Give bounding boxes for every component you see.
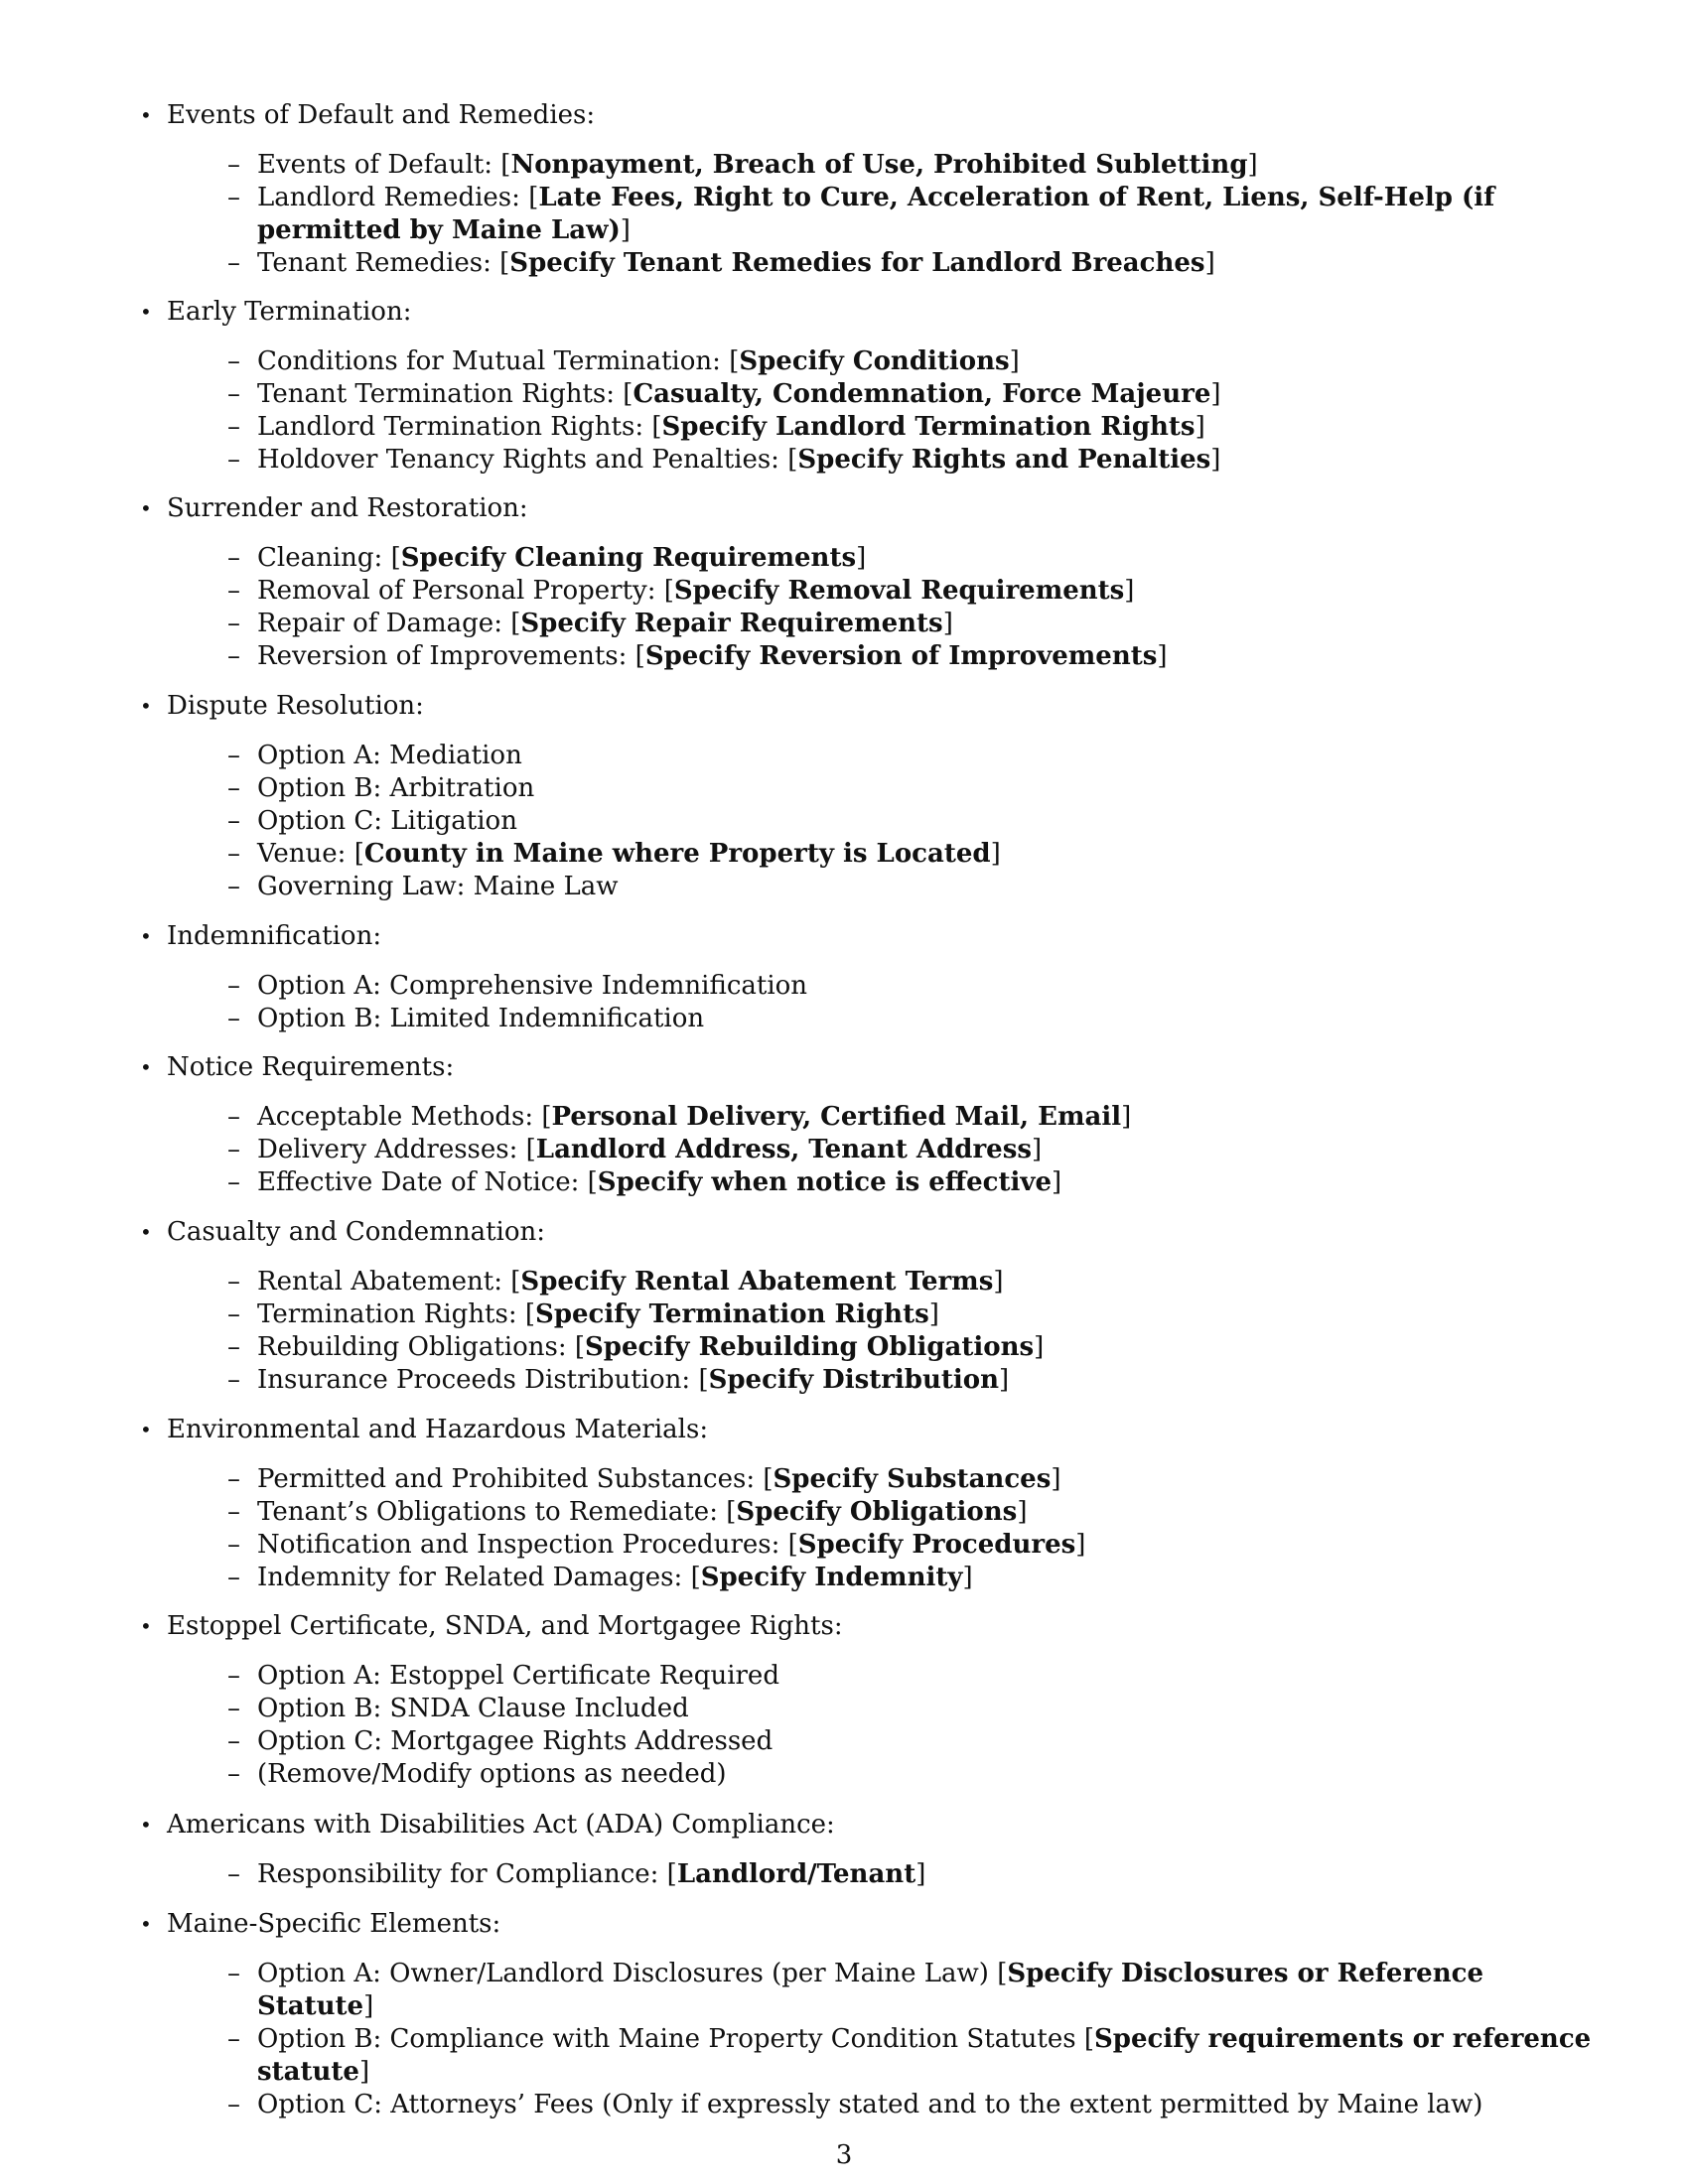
section-heading — [140, 1809, 1597, 1842]
dash-icon: – — [227, 445, 240, 475]
bracket-close: ] — [1031, 1135, 1043, 1164]
bracket-open: [ — [787, 1530, 798, 1560]
section — [140, 492, 1597, 673]
bracket-open: [ — [690, 1563, 701, 1592]
item-label: Governing Law: Maine Law — [257, 872, 619, 901]
bracket-open: [ — [663, 576, 674, 606]
section-heading — [140, 1908, 1597, 1941]
section-title: Notice Requirements: — [167, 1052, 455, 1082]
bracket-open: [ — [528, 183, 539, 212]
bracket-open: [ — [787, 445, 798, 475]
dash-icon: – — [227, 971, 240, 1001]
placeholder-text: Specify Reversion of Improvements — [644, 641, 1158, 671]
bullet-icon: • — [140, 1055, 152, 1079]
dash-icon: – — [227, 412, 240, 442]
section-items — [227, 1958, 1597, 2121]
placeholder-text: Casualty, Condemnation, Force Majeure — [633, 379, 1211, 409]
bracket-open: [ — [500, 150, 511, 180]
bracket-open: [ — [666, 1859, 677, 1889]
section-items — [227, 970, 1597, 1035]
section-heading — [140, 920, 1597, 953]
section-title: Events of Default and Remedies: — [167, 100, 596, 130]
dash-icon: – — [227, 1859, 240, 1889]
dash-icon: – — [227, 1004, 240, 1033]
dash-icon: – — [227, 1135, 240, 1164]
list-item — [227, 772, 1608, 805]
bracket-close: ] — [1017, 1497, 1028, 1527]
list-item — [227, 1496, 1608, 1529]
list-item — [227, 411, 1608, 444]
placeholder-text: Specify Removal Requirements — [673, 576, 1125, 606]
list-item — [227, 444, 1608, 477]
list-item — [227, 1134, 1608, 1166]
bracket-close: ] — [990, 839, 1001, 869]
bracket-close: ] — [363, 1991, 374, 2021]
list-item — [227, 575, 1608, 608]
section — [140, 1610, 1597, 1791]
list-item — [227, 1660, 1608, 1693]
bracket-open: [ — [651, 412, 662, 442]
section — [140, 1051, 1597, 1199]
section-heading — [140, 296, 1597, 329]
list-item — [227, 1101, 1608, 1134]
section-heading — [140, 1414, 1597, 1446]
placeholder-text: Specify Rebuilding Obligations — [585, 1332, 1035, 1362]
section-items — [227, 1660, 1597, 1791]
item-label: (Remove/Modify options as needed) — [257, 1759, 727, 1789]
bracket-open: [ — [997, 1959, 1008, 1988]
dash-icon: – — [227, 1464, 240, 1494]
section-items — [227, 740, 1597, 903]
bullet-icon: • — [140, 300, 152, 324]
dash-icon: – — [227, 741, 240, 770]
bracket-open: [ — [499, 248, 510, 278]
list-item — [227, 838, 1608, 871]
bracket-close: ] — [1210, 445, 1221, 475]
dash-icon: – — [227, 183, 240, 212]
list-item — [227, 378, 1608, 411]
bracket-open: [ — [353, 839, 364, 869]
bracket-open: [ — [726, 1497, 737, 1527]
item-label: Landlord Remedies: — [257, 183, 529, 212]
list-item — [227, 608, 1608, 640]
section — [140, 1414, 1597, 1594]
dash-icon: – — [227, 1563, 240, 1592]
bracket-close: ] — [993, 1267, 1004, 1297]
dash-icon: – — [227, 1726, 240, 1756]
placeholder-text: Landlord Address, Tenant Address — [535, 1135, 1032, 1164]
section — [140, 99, 1597, 280]
section-items — [227, 1266, 1597, 1397]
placeholder-text: Specify requirements or reference statute — [257, 2024, 1592, 2087]
bracket-open: [ — [524, 1299, 536, 1329]
item-label: Cleaning: — [257, 543, 391, 573]
section — [140, 296, 1597, 477]
section-title: Indemnification: — [167, 921, 382, 951]
placeholder-text: Specify Rental Abatement Terms — [520, 1267, 994, 1297]
bullet-icon: • — [140, 103, 152, 127]
bracket-close: ] — [1009, 346, 1020, 376]
bracket-close: ] — [942, 609, 953, 638]
dash-icon: – — [227, 1299, 240, 1329]
item-label: Responsibility for Compliance: — [257, 1859, 667, 1889]
section-title: Maine-Specific Elements: — [167, 1909, 501, 1939]
list-item — [227, 640, 1608, 673]
section-title: Environmental and Hazardous Materials: — [167, 1415, 709, 1444]
bullet-icon: • — [140, 694, 152, 718]
dash-icon: – — [227, 248, 240, 278]
list-item — [227, 1298, 1608, 1331]
item-label: Option B: Compliance with Maine Property Condition Statutes — [257, 2024, 1084, 2054]
list-item — [227, 1463, 1608, 1496]
list-item — [227, 2023, 1608, 2089]
item-label: Acceptable Methods: — [257, 1102, 542, 1132]
list-item — [227, 740, 1608, 772]
bracket-open: [ — [729, 346, 740, 376]
list-item — [227, 1529, 1608, 1562]
item-label: Conditions for Mutual Termination: — [257, 346, 730, 376]
placeholder-text: Late Fees, Right to Cure, Acceleration of Rent, Liens, Self-Help (if permitted by Maine Law) — [257, 183, 1495, 245]
item-label: Option A: Mediation — [257, 741, 522, 770]
bracket-open: [ — [390, 543, 401, 573]
page-number: 3 — [835, 2140, 853, 2170]
section-items — [227, 1101, 1597, 1199]
list-item — [227, 345, 1608, 378]
item-label: Events of Default: — [257, 150, 501, 180]
item-label: Delivery Addresses: — [257, 1135, 526, 1164]
list-item — [227, 1725, 1608, 1758]
dash-icon: – — [227, 1497, 240, 1527]
section-heading — [140, 1610, 1597, 1643]
placeholder-text: Specify when notice is effective — [597, 1167, 1053, 1197]
item-label: Indemnity for Related Damages: — [257, 1563, 691, 1592]
item-label: Option C: Mortgagee Rights Addressed — [257, 1726, 774, 1756]
bullet-icon: • — [140, 1614, 152, 1638]
item-label: Option C: Litigation — [257, 806, 517, 836]
dash-icon: – — [227, 1267, 240, 1297]
item-label: Reversion of Improvements: — [257, 641, 635, 671]
list-item — [227, 1958, 1608, 2023]
dash-icon: – — [227, 1167, 240, 1197]
bullet-icon: • — [140, 1220, 152, 1244]
section-heading — [140, 690, 1597, 723]
bracket-close: ] — [1052, 1167, 1062, 1197]
item-label: Tenant Termination Rights: — [257, 379, 624, 409]
list-item — [227, 149, 1608, 182]
bracket-open: [ — [510, 1267, 521, 1297]
list-item — [227, 1266, 1608, 1298]
section-title: Estoppel Certificate, SNDA, and Mortgagee Rights: — [167, 1611, 843, 1641]
placeholder-text: Specify Tenant Remedies for Landlord Breaches — [509, 248, 1205, 278]
list-item — [227, 542, 1608, 575]
dash-icon: – — [227, 872, 240, 901]
bracket-close: ] — [1075, 1530, 1086, 1560]
dash-icon: – — [227, 379, 240, 409]
placeholder-text: Personal Delivery, Certified Mail, Email — [551, 1102, 1122, 1132]
item-label: Option B: Arbitration — [257, 773, 535, 803]
item-label: Option A: Owner/Landlord Disclosures (per Maine Law) — [257, 1959, 998, 1988]
placeholder-text: Specify Indemnity — [700, 1563, 963, 1592]
bracket-close: ] — [962, 1563, 973, 1592]
item-label: Rental Abatement: — [257, 1267, 511, 1297]
placeholder-text: County in Maine where Property is Located — [363, 839, 991, 869]
bracket-close: ] — [620, 215, 631, 245]
item-label: Landlord Termination Rights: — [257, 412, 652, 442]
item-label: Holdover Tenancy Rights and Penalties: — [257, 445, 788, 475]
section-items — [227, 542, 1597, 673]
dash-icon: – — [227, 773, 240, 803]
section-title: Americans with Disabilities Act (ADA) Compliance: — [167, 1810, 835, 1840]
section — [140, 1809, 1597, 1891]
bracket-close: ] — [1051, 1464, 1061, 1494]
section — [140, 920, 1597, 1035]
dash-icon: – — [227, 641, 240, 671]
item-label: Option A: Comprehensive Indemnification — [257, 971, 808, 1001]
placeholder-text: Specify Obligations — [736, 1497, 1018, 1527]
item-label: Venue: — [257, 839, 354, 869]
item-label: Permitted and Prohibited Substances: — [257, 1464, 764, 1494]
placeholder-text: Specify Cleaning Requirements — [400, 543, 857, 573]
section-title: Dispute Resolution: — [167, 691, 424, 721]
list-item — [227, 2089, 1608, 2121]
dash-icon: – — [227, 839, 240, 869]
item-label: Insurance Proceeds Distribution: — [257, 1365, 699, 1395]
bracket-open: [ — [1083, 2024, 1094, 2054]
dash-icon: – — [227, 1530, 240, 1560]
section-heading — [140, 492, 1597, 525]
dash-icon: – — [227, 576, 240, 606]
dash-icon: – — [227, 2090, 240, 2119]
item-label: Repair of Damage: — [257, 609, 511, 638]
placeholder-text: Specify Disclosures or Reference Statute — [257, 1959, 1483, 2021]
list-item — [227, 1562, 1608, 1594]
bullet-icon: • — [140, 924, 152, 948]
list-item — [227, 182, 1608, 247]
section-heading — [140, 99, 1597, 132]
bullet-icon: • — [140, 496, 152, 520]
bracket-open: [ — [510, 609, 521, 638]
placeholder-text: Specify Substances — [773, 1464, 1052, 1494]
bracket-open: [ — [623, 379, 633, 409]
item-label: Option C: Attorneys’ Fees (Only if expressly stated and to the extent permitted by Maine law) — [257, 2090, 1483, 2119]
bracket-close: ] — [1204, 248, 1215, 278]
bracket-open: [ — [574, 1332, 586, 1362]
section-items — [227, 1858, 1597, 1891]
bullet-icon: • — [140, 1912, 152, 1936]
dash-icon: – — [227, 806, 240, 836]
placeholder-text: Specify Repair Requirements — [520, 609, 943, 638]
list-item — [227, 1858, 1608, 1891]
item-label: Termination Rights: — [257, 1299, 525, 1329]
item-label: Option B: Limited Indemnification — [257, 1004, 705, 1033]
section-heading — [140, 1051, 1597, 1084]
bracket-open: [ — [634, 641, 645, 671]
dash-icon: – — [227, 1365, 240, 1395]
bracket-open: [ — [587, 1167, 598, 1197]
bracket-close: ] — [928, 1299, 939, 1329]
list-item — [227, 1166, 1608, 1199]
bracket-close: ] — [1124, 576, 1135, 606]
list-item — [227, 247, 1608, 280]
placeholder-text: Specify Procedures — [797, 1530, 1076, 1560]
bracket-open: [ — [525, 1135, 536, 1164]
list-item — [227, 805, 1608, 838]
placeholder-text: Landlord/Tenant — [676, 1859, 916, 1889]
bullet-icon: • — [140, 1418, 152, 1441]
list-item — [227, 970, 1608, 1003]
bracket-open: [ — [541, 1102, 552, 1132]
bracket-close: ] — [1034, 1332, 1045, 1362]
bracket-close: ] — [1121, 1102, 1132, 1132]
dash-icon: – — [227, 543, 240, 573]
item-label: Notification and Inspection Procedures: — [257, 1530, 788, 1560]
item-label: Option A: Estoppel Certificate Required — [257, 1661, 779, 1691]
dash-icon: – — [227, 609, 240, 638]
placeholder-text: Nonpayment, Breach of Use, Prohibited Subletting — [510, 150, 1248, 180]
section — [140, 1908, 1597, 2121]
item-label: Option B: SNDA Clause Included — [257, 1694, 689, 1723]
item-label: Rebuilding Obligations: — [257, 1332, 575, 1362]
dash-icon: – — [227, 2024, 240, 2054]
bracket-close: ] — [358, 2057, 370, 2087]
placeholder-text: Specify Distribution — [708, 1365, 1000, 1395]
item-label: Removal of Personal Property: — [257, 576, 664, 606]
bracket-close: ] — [1210, 379, 1221, 409]
bracket-close: ] — [1247, 150, 1258, 180]
bracket-close: ] — [999, 1365, 1010, 1395]
section — [140, 690, 1597, 903]
bracket-close: ] — [915, 1859, 926, 1889]
list-item — [227, 1758, 1608, 1791]
list-item — [227, 1693, 1608, 1725]
item-label: Tenant Remedies: — [257, 248, 500, 278]
bracket-open: [ — [763, 1464, 774, 1494]
section-items — [227, 1463, 1597, 1594]
list-item — [227, 871, 1608, 903]
placeholder-text: Specify Conditions — [739, 346, 1010, 376]
section-title: Casualty and Condemnation: — [167, 1217, 545, 1247]
dash-icon: – — [227, 1694, 240, 1723]
dash-icon: – — [227, 1332, 240, 1362]
dash-icon: – — [227, 1959, 240, 1988]
section-items — [227, 149, 1597, 280]
section-heading — [140, 1216, 1597, 1249]
bracket-close: ] — [856, 543, 867, 573]
dash-icon: – — [227, 1661, 240, 1691]
section-title: Early Termination: — [167, 297, 412, 327]
bracket-close: ] — [1195, 412, 1205, 442]
dash-icon: – — [227, 346, 240, 376]
list-item — [227, 1003, 1608, 1035]
bracket-open: [ — [698, 1365, 709, 1395]
item-label: Tenant’s Obligations to Remediate: — [257, 1497, 727, 1527]
placeholder-text: Specify Landlord Termination Rights — [661, 412, 1196, 442]
list-item — [227, 1364, 1608, 1397]
item-label: Effective Date of Notice: — [257, 1167, 588, 1197]
section-items — [227, 345, 1597, 477]
dash-icon: – — [227, 1759, 240, 1789]
bracket-close: ] — [1157, 641, 1168, 671]
section — [140, 1216, 1597, 1397]
dash-icon: – — [227, 1102, 240, 1132]
placeholder-text: Specify Termination Rights — [535, 1299, 929, 1329]
section-title: Surrender and Restoration: — [167, 493, 528, 523]
placeholder-text: Specify Rights and Penalties — [797, 445, 1211, 475]
bullet-icon: • — [140, 1813, 152, 1837]
list-item — [227, 1331, 1608, 1364]
dash-icon: – — [227, 150, 240, 180]
